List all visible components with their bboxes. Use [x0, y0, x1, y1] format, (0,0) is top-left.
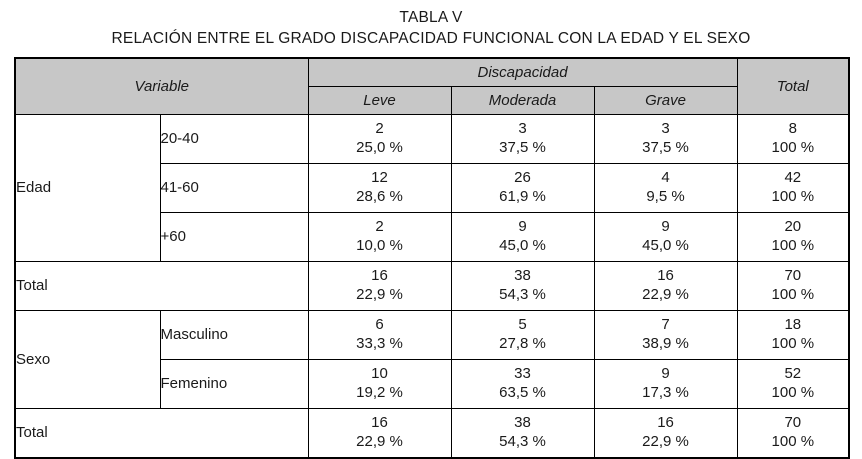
cell-count: 70: [784, 414, 802, 432]
table-total-row: [15, 261, 849, 310]
cell-leve: [308, 359, 451, 408]
cell-total: [737, 359, 849, 408]
cell-percent: 9,5 %: [646, 187, 685, 205]
cell-count: 9: [518, 218, 527, 236]
cell-total: [737, 114, 849, 163]
cell-percent: 100 %: [771, 138, 815, 156]
cell-grave: [594, 261, 737, 310]
cell-count: 33: [514, 365, 531, 383]
cell-moderada: [451, 261, 594, 310]
cell-percent: 100 %: [771, 334, 815, 352]
cell-leve: [308, 408, 451, 458]
cell-percent: 22,9 %: [642, 432, 689, 450]
cell-percent: 22,9 %: [356, 432, 403, 450]
cell-total: [737, 261, 849, 310]
cell-percent: 22,9 %: [642, 285, 689, 303]
cell-percent: 37,5 %: [499, 138, 546, 156]
cell-count: 8: [788, 120, 797, 138]
header-variable: Variable: [15, 58, 308, 115]
row-label: +60: [160, 212, 308, 261]
cell-count: 16: [371, 414, 388, 432]
cell-count: 4: [661, 169, 670, 187]
header-discapacidad: Discapacidad: [308, 58, 737, 87]
cell-count: 9: [661, 218, 670, 236]
cell-count: 3: [518, 120, 527, 138]
cell-total: [737, 163, 849, 212]
cell-leve: [308, 261, 451, 310]
cell-percent: 33,3 %: [356, 334, 403, 352]
cell-percent: 27,8 %: [499, 334, 546, 352]
cell-percent: 10,0 %: [356, 236, 403, 254]
cell-percent: 100 %: [771, 187, 815, 205]
cell-percent: 45,0 %: [642, 236, 689, 254]
cell-percent: 28,6 %: [356, 187, 403, 205]
cell-count: 9: [661, 365, 670, 383]
total-label: Total: [15, 261, 308, 310]
cell-count: 38: [514, 267, 531, 285]
row-label: 41-60: [160, 163, 308, 212]
cell-leve: [308, 310, 451, 359]
table-total-row: [15, 408, 849, 458]
table-row: [15, 114, 849, 163]
cell-percent: 61,9 %: [499, 187, 546, 205]
cell-moderada: [451, 163, 594, 212]
cell-grave: [594, 310, 737, 359]
cell-percent: 54,3 %: [499, 432, 546, 450]
cell-count: 20: [784, 218, 802, 236]
cell-grave: [594, 408, 737, 458]
table-header-row-1: [15, 58, 849, 87]
cell-total: [737, 310, 849, 359]
cell-grave: [594, 163, 737, 212]
cell-percent: 22,9 %: [356, 285, 403, 303]
cell-percent: 17,3 %: [642, 383, 689, 401]
cell-percent: 37,5 %: [642, 138, 689, 156]
cell-percent: 100 %: [771, 236, 815, 254]
cell-count: 12: [371, 169, 388, 187]
table-row: [15, 310, 849, 359]
cell-leve: [308, 212, 451, 261]
cell-count: 16: [657, 267, 674, 285]
cell-grave: [594, 114, 737, 163]
header-grave: Grave: [594, 86, 737, 114]
group-label-sexo: Sexo: [15, 310, 160, 408]
group-label-edad: Edad: [15, 114, 160, 261]
cell-count: 7: [661, 316, 670, 334]
cell-percent: 100 %: [771, 383, 815, 401]
cell-moderada: [451, 310, 594, 359]
cell-moderada: [451, 408, 594, 458]
header-leve: Leve: [308, 86, 451, 114]
cell-moderada: [451, 359, 594, 408]
table-number: TABLA V: [399, 9, 463, 26]
cell-leve: [308, 163, 451, 212]
row-label: Femenino: [160, 359, 308, 408]
table-caption: RELACIÓN ENTRE EL GRADO DISCAPACIDAD FUNCIONAL CON LA EDAD Y EL SEXO: [111, 29, 751, 47]
cell-moderada: [451, 212, 594, 261]
cell-count: 3: [661, 120, 670, 138]
cell-count: 6: [375, 316, 384, 334]
cell-count: 16: [371, 267, 388, 285]
cell-count: 5: [518, 316, 527, 334]
cell-percent: 63,5 %: [499, 383, 546, 401]
cell-count: 18: [784, 316, 802, 334]
cell-count: 16: [657, 414, 674, 432]
cell-count: 70: [784, 267, 802, 285]
cell-count: 10: [371, 365, 388, 383]
cell-count: 2: [375, 218, 384, 236]
cell-percent: 45,0 %: [499, 236, 546, 254]
cell-count: 38: [514, 414, 531, 432]
cell-percent: 100 %: [771, 432, 815, 450]
cell-grave: [594, 359, 737, 408]
row-label: Masculino: [160, 310, 308, 359]
header-moderada: Moderada: [451, 86, 594, 114]
header-total: Total: [737, 58, 849, 115]
cell-percent: 38,9 %: [642, 334, 689, 352]
cell-percent: 25,0 %: [356, 138, 403, 156]
cell-percent: 100 %: [771, 285, 815, 303]
cell-total: [737, 212, 849, 261]
cell-count: 26: [514, 169, 531, 187]
cell-percent: 54,3 %: [499, 285, 546, 303]
cell-leve: [308, 114, 451, 163]
cell-count: 42: [784, 169, 802, 187]
cell-count: 2: [375, 120, 384, 138]
data-table: [14, 57, 850, 459]
cell-grave: [594, 212, 737, 261]
table-title: [14, 8, 848, 50]
row-label: 20-40: [160, 114, 308, 163]
total-label: Total: [15, 408, 308, 458]
cell-percent: 19,2 %: [356, 383, 403, 401]
cell-count: 52: [784, 365, 802, 383]
cell-total: [737, 408, 849, 458]
cell-moderada: [451, 114, 594, 163]
